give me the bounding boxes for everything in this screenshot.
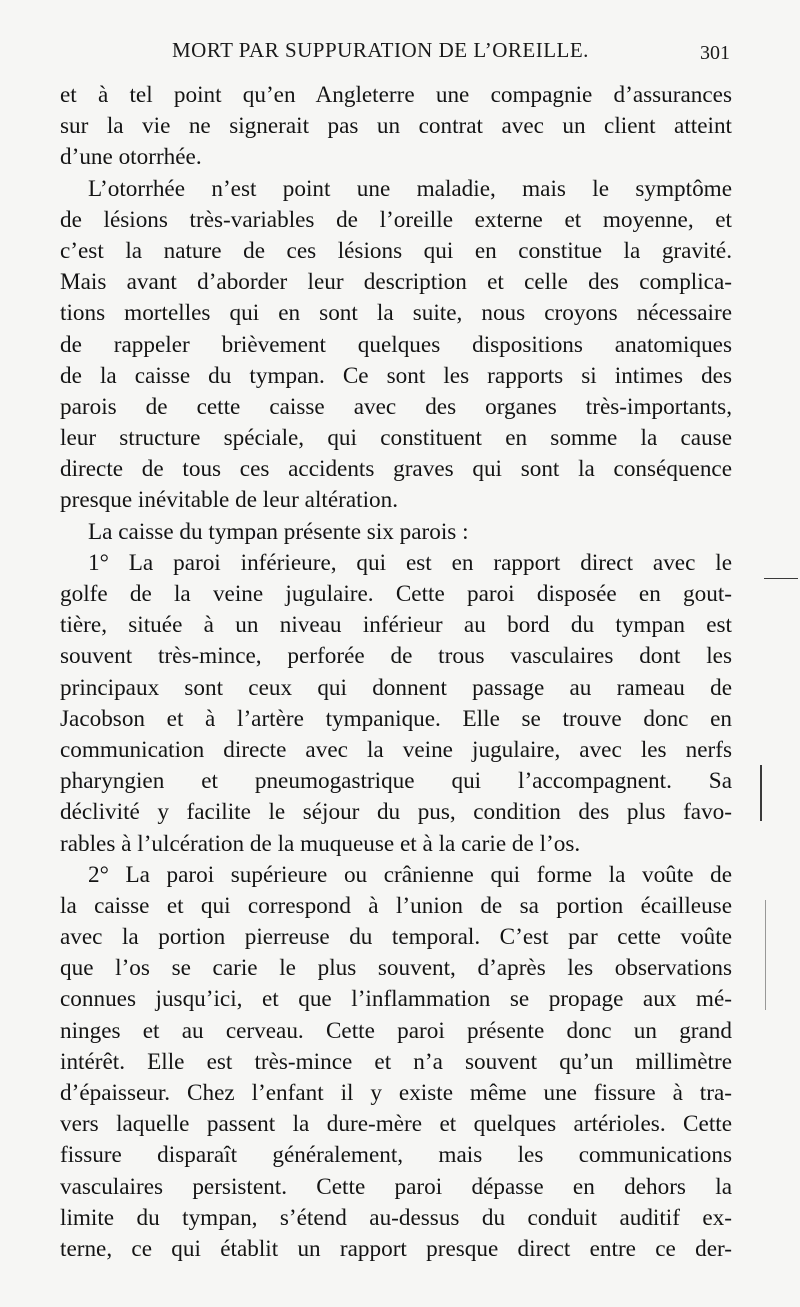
text-line: de rappeler brièvement quelques dispositions anatomiques (60, 331, 732, 358)
text-line: communication directe avec la veine jugulaire, avec les nerfs (60, 736, 732, 763)
text-line: de lésions très-variables de l’oreille externe et moyenne, et (60, 206, 732, 233)
text-line: rables à l’ulcération de la muqueuse et à la carie de l’os. (60, 830, 581, 857)
text-line: leur structure spéciale, qui constituent en somme la cause (60, 425, 732, 452)
text-line: vers laquelle passent la dure-mère et quelques artérioles. Cette (60, 1111, 732, 1138)
running-title: MORT PAR SUPPURATION DE L’OREILLE. (172, 38, 589, 62)
text-line: Jacobson et à l’artère tympanique. Elle se trouve donc en (60, 705, 732, 732)
text-line: golfe de la veine jugulaire. Cette paroi disposée en gout- (60, 581, 732, 607)
text-line: directe de tous ces accidents graves qui sont la conséquence (60, 456, 732, 483)
text-line: tière, située à un niveau inférieur au bord du tympan est (60, 612, 732, 639)
text-line: c’est la nature de ces lésions qui en constitue la gravité. (60, 237, 732, 264)
text-line: L’otorrhée n’est point une maladie, mais le symptôme (88, 175, 732, 202)
text-line: de la caisse du tympan. Ce sont les rapports si intimes des (60, 362, 732, 389)
text-line: Mais avant d’aborder leur description et celle des complica- (60, 269, 732, 296)
margin-tick-mark (760, 765, 762, 821)
text-line: 1° La paroi inférieure, qui est en rapport direct avec le (88, 549, 732, 576)
text-line: presque inévitable de leur altération. (60, 487, 399, 514)
text-line: déclivité y facilite le séjour du pus, condition des plus favo- (60, 799, 732, 826)
running-header (60, 38, 730, 72)
text-line: intérêt. Elle est très-mince et n’a souvent qu’un millimètre (60, 1048, 732, 1075)
text-line: avec la portion pierreuse du temporal. C’est par cette voûte (60, 924, 732, 951)
text-line: connues jusqu’ici, et que l’inflammation se propage aux mé- (60, 986, 732, 1013)
text-line: que l’os se carie le plus souvent, d’après les observations (60, 955, 732, 982)
text-line: sur la vie ne signerait pas un contrat avec un client atteint (60, 113, 732, 140)
margin-line-mark (764, 578, 798, 579)
text-line: limite du tympan, s’étend au-dessus du conduit auditif ex- (60, 1204, 732, 1231)
text-line: pharyngien et pneumogastrique qui l’accompagnent. Sa (60, 768, 732, 795)
text-line: souvent très-mince, perforée de trous vasculaires dont les (60, 643, 732, 670)
text-line: principaux sont ceux qui donnent passage au rameau de (60, 674, 732, 701)
text-line: terne, ce qui établit un rapport presque direct entre ce der- (60, 1235, 732, 1262)
text-line: la caisse et qui correspond à l’union de sa portion écailleuse (60, 892, 732, 919)
text-line: d’une otorrhée. (60, 144, 202, 171)
text-line: et à tel point qu’en Angleterre une compagnie d’assurances (60, 82, 732, 108)
body-text (60, 80, 732, 1265)
text-line: La caisse du tympan présente six parois : (88, 518, 469, 545)
margin-tick-mark (765, 900, 766, 1010)
text-line: tions mortelles qui en sont la suite, nous croyons nécessaire (60, 300, 732, 327)
text-line: fissure disparaît généralement, mais les communications (60, 1142, 732, 1169)
text-line: parois de cette caisse avec des organes très-importants, (60, 393, 732, 420)
text-line: d’épaisseur. Chez l’enfant il y existe même une fissure à tra- (60, 1080, 732, 1106)
page-number: 301 (700, 42, 730, 64)
text-line: 2° La paroi supérieure ou crânienne qui forme la voûte de (88, 861, 732, 888)
text-line: vasculaires persistent. Cette paroi dépasse en dehors la (60, 1173, 732, 1200)
text-line: ninges et au cerveau. Cette paroi présente donc un grand (60, 1017, 732, 1044)
